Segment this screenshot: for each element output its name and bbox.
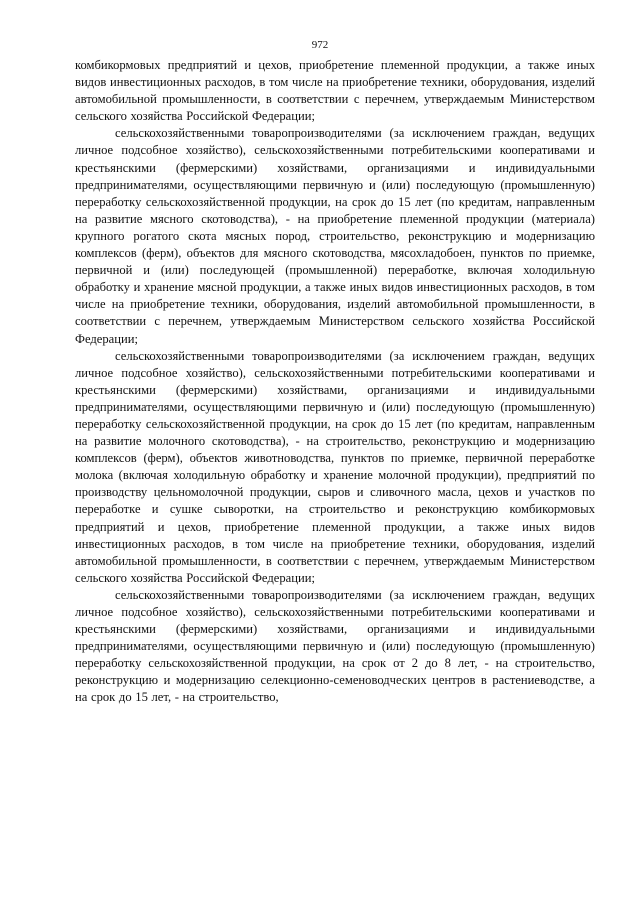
paragraph-continued: комбикормовых предприятий и цехов, приобретение племенной продукции, а также иных видов инвестиционных расходов, в том числе на приобретение техники, оборудования, изделий автомобильной промышленности, в соответствии с перечнем, утверждаемым Министерством сельского хозяйства Российской Федерации;	[75, 58, 595, 124]
document-body	[75, 57, 595, 707]
page-number: 972	[311, 39, 329, 51]
paragraph-seed-centers: сельскохозяйственными товаропроизводителями (за исключением граждан, ведущих личное подсобное хозяйство), сельскохозяйственными потребительскими кооперативами и крестьянскими (фермерскими) хозяйствами, организациями и индивидуальными предпринимателями, осуществляющими первичную и (или) последующую (промышленную) переработку сельскохозяйственной продукции, на срок от 2 до 8 лет, - на строительство, реконструкцию и модернизацию селекционно-семеноводческих центров в растениеводстве, а на срок до 15 лет, - на строительство,	[75, 587, 595, 705]
paragraph-meat-cattle: сельскохозяйственными товаропроизводителями (за исключением граждан, ведущих личное подсобное хозяйство), сельскохозяйственными потребительскими кооперативами и крестьянскими (фермерскими) хозяйствами, организациями и индивидуальными предпринимателями, осуществляющими первичную и (или) последующую (промышленную) переработку сельскохозяйственной продукции, на срок до 15 лет (по кредитам, направленным на развитие мясного скотоводства), - на приобретение племенной продукции (материала) крупного рогатого скота мясных пород, строительство, реконструкцию и модернизацию комплексов (ферм), объектов для мясного скотоводства, мясохладобоен, пунктов по приемке, первичной и (или) последующей (промышленной) переработке, включая холодильную обработку и хранение мясной продукции, а также иных видов инвестиционных расходов, в том числе на приобретение техники, оборудования, изделий автомобильной промышленности, в соответствии с перечнем, утверждаемым Министерством сельского хозяйства Российской Федерации;	[75, 126, 595, 346]
paragraph-dairy-cattle: сельскохозяйственными товаропроизводителями (за исключением граждан, ведущих личное подсобное хозяйство), сельскохозяйственными потребительскими кооперативами и крестьянскими (фермерскими) хозяйствами, организациями и индивидуальными предпринимателями, осуществляющими первичную и (или) последующую (промышленную) переработку сельскохозяйственной продукции, на срок до 15 лет (по кредитам, направленным на развитие молочного скотоводства), - на строительство, реконструкцию и модернизацию комплексов (ферм), объектов животноводства, пунктов по приемке, первичной переработке молока (включая холодильную обработку и хранение молочной продукции), предприятий по производству цельномолочной продукции, сыров и сливочного масла, цехов и участков по переработке и сушке сыворотки, на строительство и реконструкцию комбикормовых предприятий и цехов, приобретение племенной продукции, а также иных видов инвестиционных расходов, в том числе на приобретение техники, оборудования, изделий автомобильной промышленности, в соответствии с перечнем, утверждаемым Министерством сельского хозяйства Российской Федерации;	[75, 348, 595, 585]
